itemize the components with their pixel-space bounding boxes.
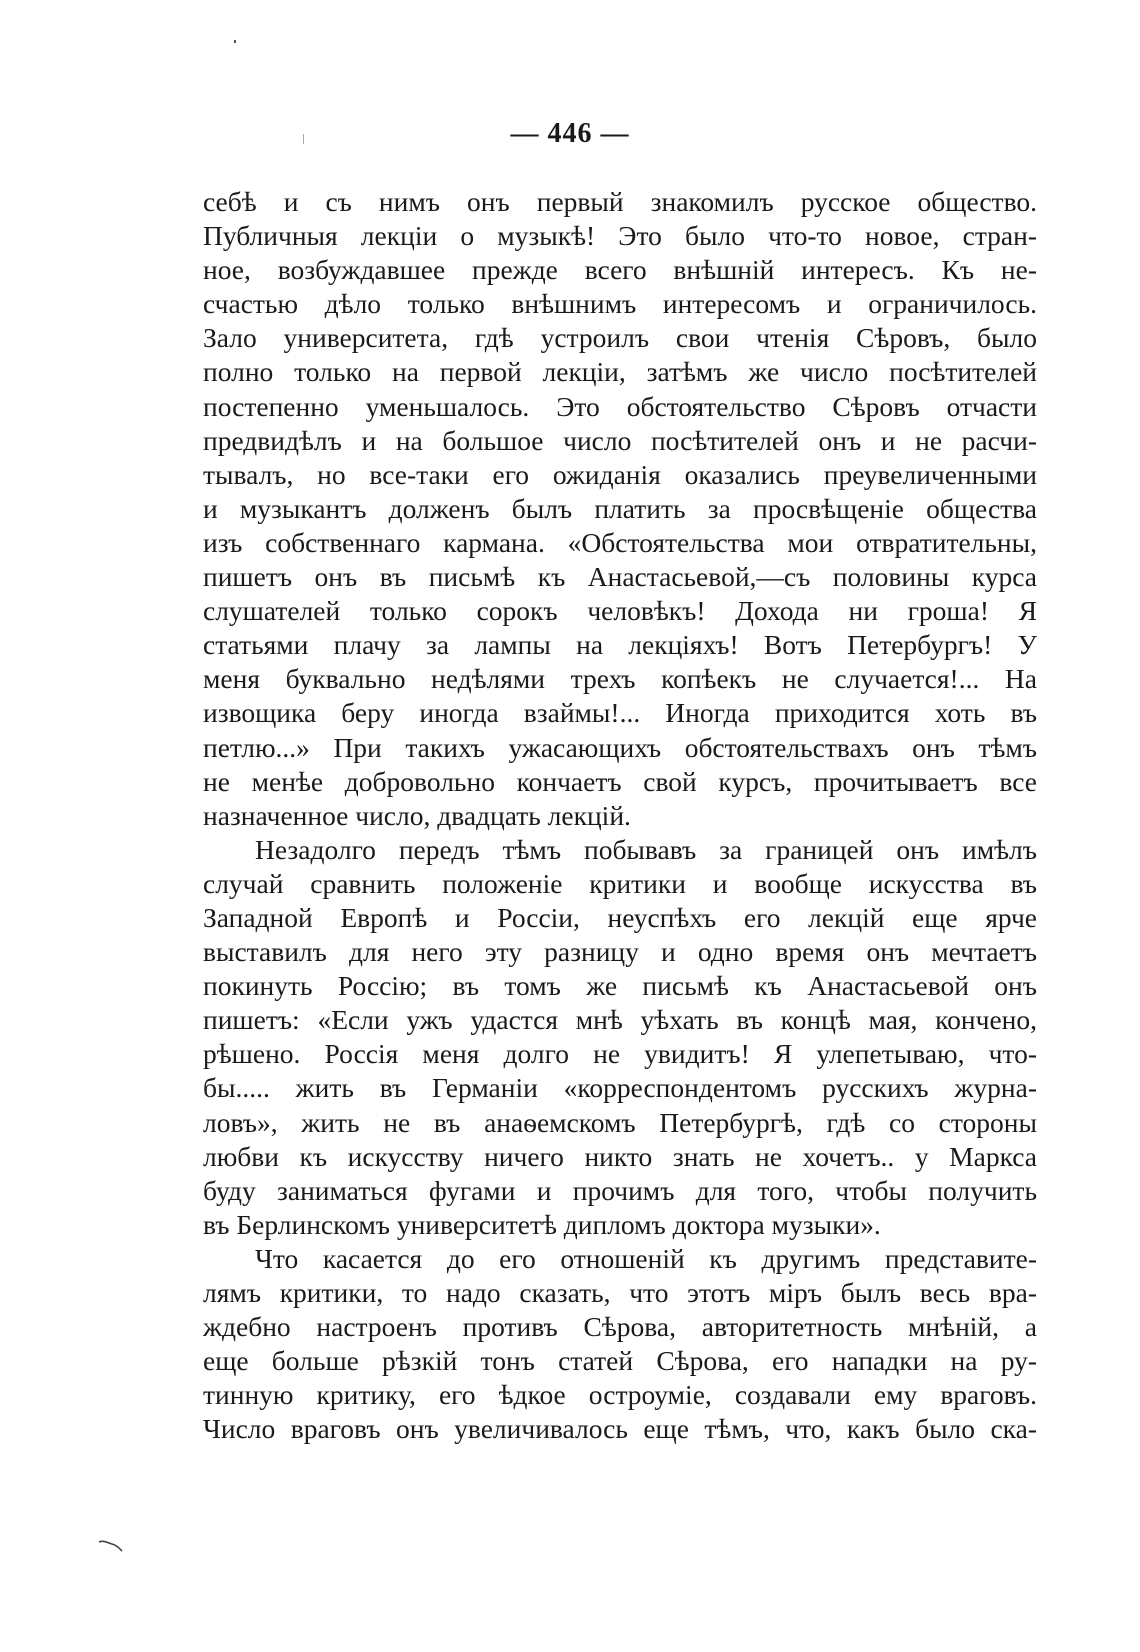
text-line: и музыкантъ долженъ былъ платить за просвѣщеніе общества [203,492,1037,524]
text-line: счастью дѣло только внѣшнимъ интересомъ и ограничилось. [203,288,1037,320]
text-line: изъ собственнаго кармана. «Обстоятельства мои отвратительны, [203,526,1037,558]
text-line: Незадолго передъ тѣмъ побывавъ за границей онъ имѣлъ [255,833,1037,865]
text-line: бы..... жить въ Германіи «корреспондентомъ русскихъ журна- [203,1072,1037,1104]
text-line: статьями плачу за лампы на лекціяхъ! Вотъ Петербургъ! У [203,629,1037,661]
scan-speck [303,134,304,144]
text-line: ное, возбуждавшее прежде всего внѣшній интересъ. Къ не- [203,254,1037,286]
text-line: еще больше рѣзкій тонъ статей Сѣрова, его нападки на ру- [203,1345,1037,1377]
text-line: случай сравнить положеніе критики и вообще искусства въ [203,867,1037,899]
text-line: любви къ искусству ничего никто знать не хочетъ.. у Маркса [203,1140,1037,1172]
text-line: ловъ», жить не въ анаѳемскомъ Петербургѣ, гдѣ со стороны [203,1106,1037,1138]
text-line: тинную критику, его ѣдкое остроуміе, создавали ему враговъ. [203,1379,1037,1411]
scan-speck [234,40,236,43]
page-number: — 446 — [510,118,630,149]
text-line: слушателей только сорокъ человѣкъ! Дохода ни гроша! Я [203,595,1037,627]
text-line: извощика беру иногда взаймы!... Иногда приходится хоть въ [203,697,1037,729]
text-line: рѣшено. Россія меня долго не увидитъ! Я улепетываю, что- [203,1038,1037,1070]
text-line: буду заниматься фугами и прочимъ для того, чтобы получить [203,1174,1037,1206]
text-line: петлю...» При такихъ ужасающихъ обстоятельствахъ онъ тѣмъ [203,731,1037,763]
text-line: въ Берлинскомъ университетѣ дипломъ доктора музыки». [203,1208,881,1240]
text-line: пишетъ онъ въ письмѣ къ Анастасьевой,—съ половины курса [203,561,1037,593]
body-text [203,185,1037,1446]
text-line: ждебно настроенъ противъ Сѣрова, авторитетность мнѣній, а [203,1311,1037,1343]
text-line: себѣ и съ нимъ онъ первый знакомилъ русское общество. [203,186,1037,217]
text-line: Публичныя лекціи о музыкѣ! Это было что-то новое, стран- [203,220,1037,252]
text-line: пишетъ: «Если ужъ удастся мнѣ уѣхать въ концѣ мая, кончено, [203,1004,1037,1036]
text-line: меня буквально недѣлями трехъ копѣекъ не случается!... На [203,663,1037,695]
text-line: Что касается до его отношеній къ другимъ представите- [255,1242,1037,1274]
text-line: Зало университета, гдѣ устроилъ свои чтенія Сѣровъ, было [203,322,1037,354]
text-line: полно только на первой лекціи, затѣмъ же число посѣтителей [203,356,1037,388]
text-line: Число враговъ онъ увеличивалось еще тѣмъ, что, какъ было ска- [203,1413,1037,1445]
text-line: Западной Европѣ и Россіи, неуспѣхъ его лекцій еще ярче [203,901,1037,933]
text-line: тывалъ, но все-таки его ожиданія оказались преувеличенными [203,458,1037,490]
text-line: постепенно уменьшалось. Это обстоятельство Сѣровъ отчасти [203,390,1037,422]
scan-mark [98,1540,124,1552]
text-line: покинуть Россію; въ томъ же письмѣ къ Анастасьевой онъ [203,970,1037,1002]
text-line: выставилъ для него эту разницу и одно время онъ мечтаетъ [203,936,1037,968]
text-line: предвидѣлъ и на большое число посѣтителей онъ и не расчи- [203,424,1037,456]
text-line: назначенное число, двадцать лекцій. [203,799,631,831]
text-line: не менѣе добровольно кончаетъ свой курсъ, прочитываетъ все [203,765,1037,797]
text-line: лямъ критики, то надо сказать, что этотъ міръ былъ весь вра- [203,1277,1037,1308]
